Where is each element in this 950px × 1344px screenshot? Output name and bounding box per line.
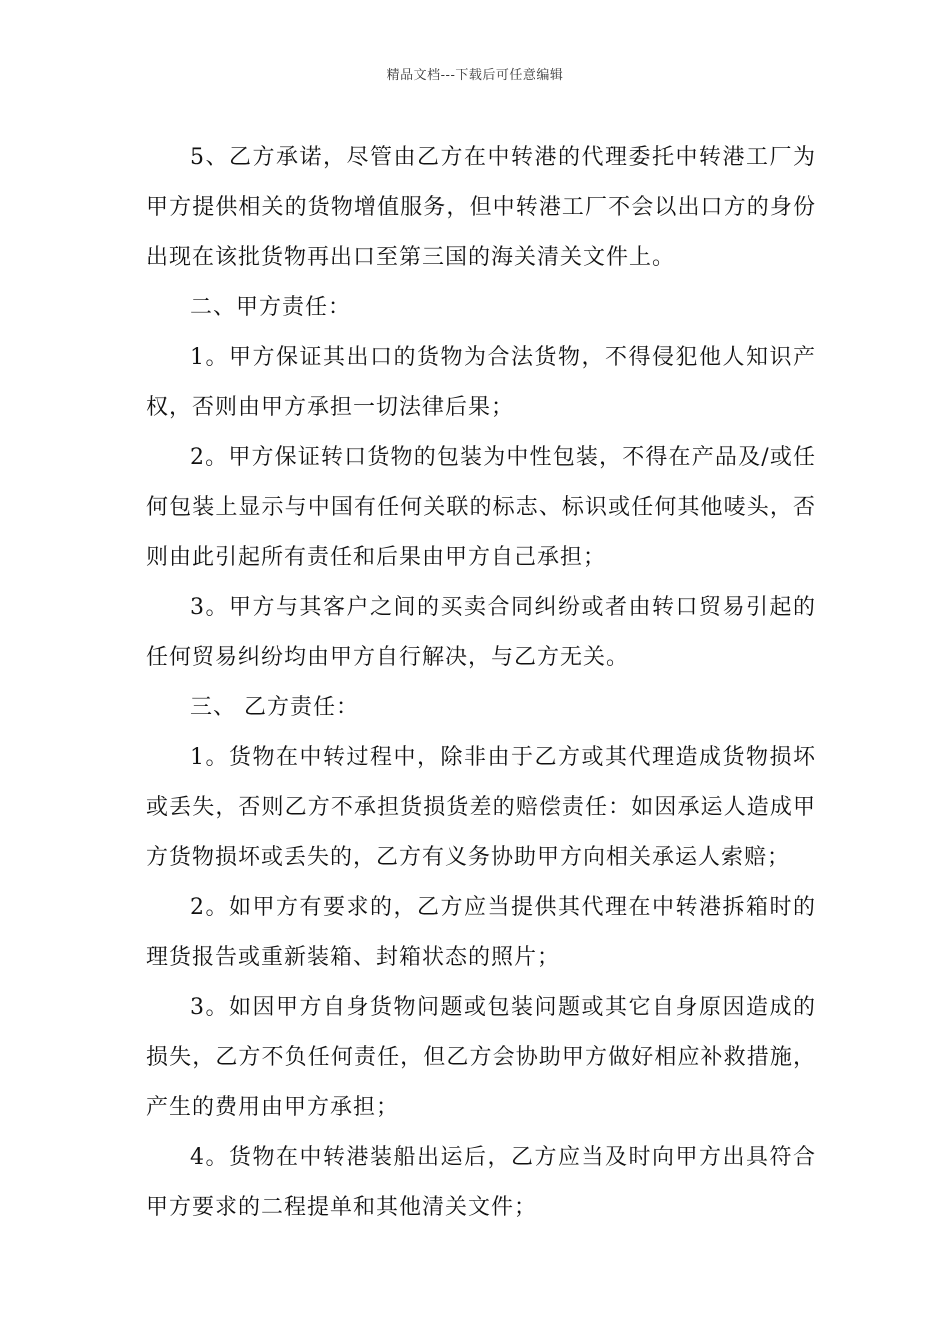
document-body [146, 133, 816, 1233]
paragraph-party-b-2: 2。如甲方有要求的，乙方应当提供其代理在中转港拆箱时的理货报告或重新装箱、封箱状态的照片； [146, 895, 816, 970]
section-heading-party-b: 三、 乙方责任： [190, 695, 359, 720]
paragraph-clause-5: 5、乙方承诺，尽管由乙方在中转港的代理委托中转港工厂为甲方提供相关的货物增值服务，但中转港工厂不会以出口方的身份出现在该批货物再出口至第三国的海关清关文件上。 [146, 145, 816, 270]
page-header: 精品文档---下载后可任意编辑 [386, 68, 564, 83]
paragraph-party-b-1: 1。货物在中转过程中，除非由于乙方或其代理造成货物损坏或丢失，否则乙方不承担货损货差的赔偿责任：如因承运人造成甲方货物损坏或丢失的，乙方有义务协助甲方向相关承运人索赔； [146, 745, 816, 870]
paragraph-party-a-3: 3。甲方与其客户之间的买卖合同纠纷或者由转口贸易引起的任何贸易纠纷均由甲方自行解决，与乙方无关。 [146, 595, 816, 670]
paragraph-party-a-1: 1。甲方保证其出口的货物为合法货物，不得侵犯他人知识产权，否则由甲方承担一切法律后果； [146, 345, 816, 420]
section-heading-party-a: 二、甲方责任： [190, 295, 352, 320]
paragraph-party-a-2: 2。甲方保证转口货物的包装为中性包装，不得在产品及/或任何包装上显示与中国有任何关联的标志、标识或任何其他唛头，否则由此引起所有责任和后果由甲方自己承担； [146, 445, 816, 570]
paragraph-party-b-3: 3。如因甲方自身货物问题或包装问题或其它自身原因造成的损失，乙方不负任何责任，但乙方会协助甲方做好相应补救措施，产生的费用由甲方承担； [146, 995, 816, 1120]
paragraph-party-b-4: 4。货物在中转港装船出运后，乙方应当及时向甲方出具符合甲方要求的二程提单和其他清关文件； [146, 1145, 816, 1220]
